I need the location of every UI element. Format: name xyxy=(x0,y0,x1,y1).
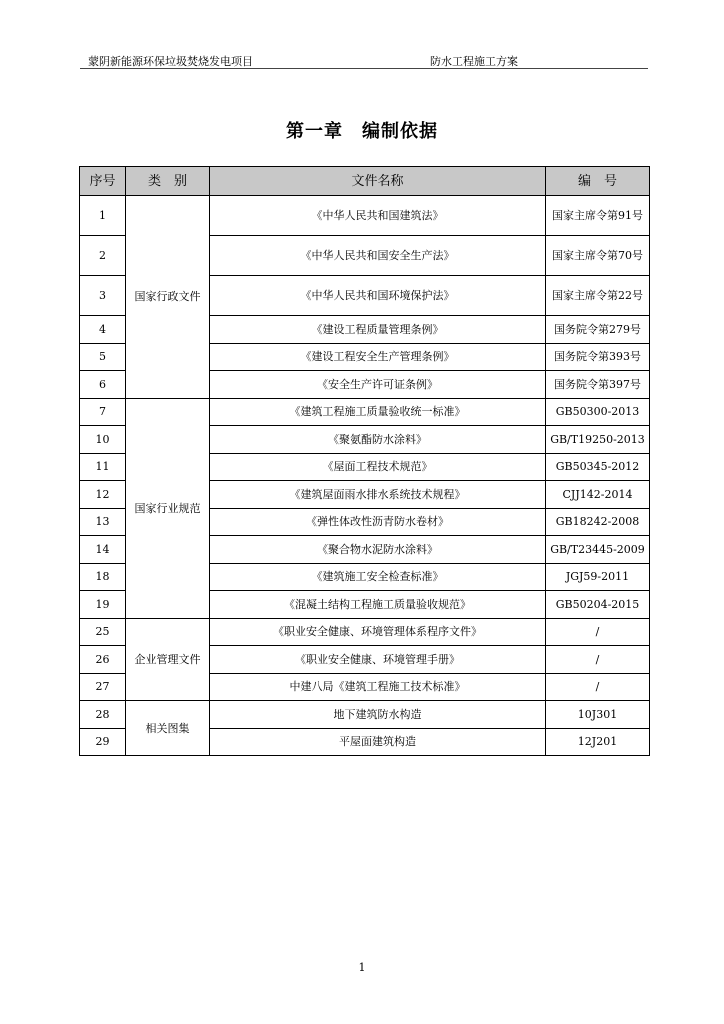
header-document-name: 防水工程施工方案 xyxy=(430,55,518,68)
row-no: 11 xyxy=(80,453,126,481)
row-code: GB50345-2012 xyxy=(546,453,650,481)
row-code: 国家主席令第70号 xyxy=(546,236,650,276)
row-code: 国家主席令第91号 xyxy=(546,196,650,236)
column-header-category: 类 别 xyxy=(126,167,210,196)
row-code: 12J201 xyxy=(546,728,650,756)
basis-table xyxy=(79,166,650,756)
row-code: GB18242-2008 xyxy=(546,508,650,536)
row-no: 18 xyxy=(80,563,126,591)
row-no: 2 xyxy=(80,236,126,276)
row-document-name: 《安全生产许可证条例》 xyxy=(210,371,546,399)
row-no: 28 xyxy=(80,701,126,729)
row-no: 27 xyxy=(80,673,126,701)
category-cell: 国家行业规范 xyxy=(126,398,210,618)
row-document-name: 中建八局《建筑工程施工技术标准》 xyxy=(210,673,546,701)
row-code: 国务院令第397号 xyxy=(546,371,650,399)
row-no: 12 xyxy=(80,481,126,509)
row-document-name: 《混凝土结构工程施工质量验收规范》 xyxy=(210,591,546,619)
row-document-name: 《弹性体改性沥青防水卷材》 xyxy=(210,508,546,536)
row-code: CJJ142-2014 xyxy=(546,481,650,509)
row-no: 10 xyxy=(80,426,126,454)
row-document-name: 《建设工程质量管理条例》 xyxy=(210,316,546,344)
row-code: 国务院令第279号 xyxy=(546,316,650,344)
row-code: / xyxy=(546,646,650,674)
column-header-code: 编 号 xyxy=(546,167,650,196)
row-document-name: 《屋面工程技术规范》 xyxy=(210,453,546,481)
row-document-name: 《职业安全健康、环境管理手册》 xyxy=(210,646,546,674)
table-row xyxy=(80,701,650,729)
row-no: 13 xyxy=(80,508,126,536)
row-no: 6 xyxy=(80,371,126,399)
column-header-no: 序号 xyxy=(80,167,126,196)
row-code: GB/T23445-2009 xyxy=(546,536,650,564)
row-code: 10J301 xyxy=(546,701,650,729)
page-number: 1 xyxy=(358,961,366,974)
category-cell: 国家行政文件 xyxy=(126,196,210,399)
header-rule xyxy=(80,68,648,69)
row-document-name: 《职业安全健康、环境管理体系程序文件》 xyxy=(210,618,546,646)
table-row xyxy=(80,398,650,426)
row-document-name: 《建筑屋面雨水排水系统技术规程》 xyxy=(210,481,546,509)
row-document-name: 《建筑施工安全检查标准》 xyxy=(210,563,546,591)
row-code: GB/T19250-2013 xyxy=(546,426,650,454)
row-no: 25 xyxy=(80,618,126,646)
row-no: 4 xyxy=(80,316,126,344)
row-code: GB50300-2013 xyxy=(546,398,650,426)
row-document-name: 地下建筑防水构造 xyxy=(210,701,546,729)
table-row xyxy=(80,618,650,646)
row-document-name: 《聚合物水泥防水涂料》 xyxy=(210,536,546,564)
table-header-row xyxy=(80,167,650,196)
row-no: 3 xyxy=(80,276,126,316)
row-no: 26 xyxy=(80,646,126,674)
row-no: 14 xyxy=(80,536,126,564)
row-document-name: 《建筑工程施工质量验收统一标准》 xyxy=(210,398,546,426)
row-document-name: 《中华人民共和国安全生产法》 xyxy=(210,236,546,276)
header-project-name: 蒙阴新能源环保垃圾焚烧发电项目 xyxy=(88,55,253,68)
row-document-name: 平屋面建筑构造 xyxy=(210,728,546,756)
row-no: 5 xyxy=(80,343,126,371)
row-no: 29 xyxy=(80,728,126,756)
row-code: 国家主席令第22号 xyxy=(546,276,650,316)
category-cell: 相关图集 xyxy=(126,701,210,756)
row-document-name: 《建设工程安全生产管理条例》 xyxy=(210,343,546,371)
chapter-title: 第一章 编制依据 xyxy=(286,121,438,142)
row-code: GB50204-2015 xyxy=(546,591,650,619)
row-code: / xyxy=(546,673,650,701)
column-header-document-name: 文件名称 xyxy=(210,167,546,196)
row-document-name: 《中华人民共和国环境保护法》 xyxy=(210,276,546,316)
row-no: 7 xyxy=(80,398,126,426)
category-cell: 企业管理文件 xyxy=(126,618,210,701)
row-no: 1 xyxy=(80,196,126,236)
row-code: 国务院令第393号 xyxy=(546,343,650,371)
row-document-name: 《中华人民共和国建筑法》 xyxy=(210,196,546,236)
row-code: / xyxy=(546,618,650,646)
table-row xyxy=(80,196,650,236)
row-no: 19 xyxy=(80,591,126,619)
row-code: JGJ59-2011 xyxy=(546,563,650,591)
row-document-name: 《聚氨酯防水涂料》 xyxy=(210,426,546,454)
